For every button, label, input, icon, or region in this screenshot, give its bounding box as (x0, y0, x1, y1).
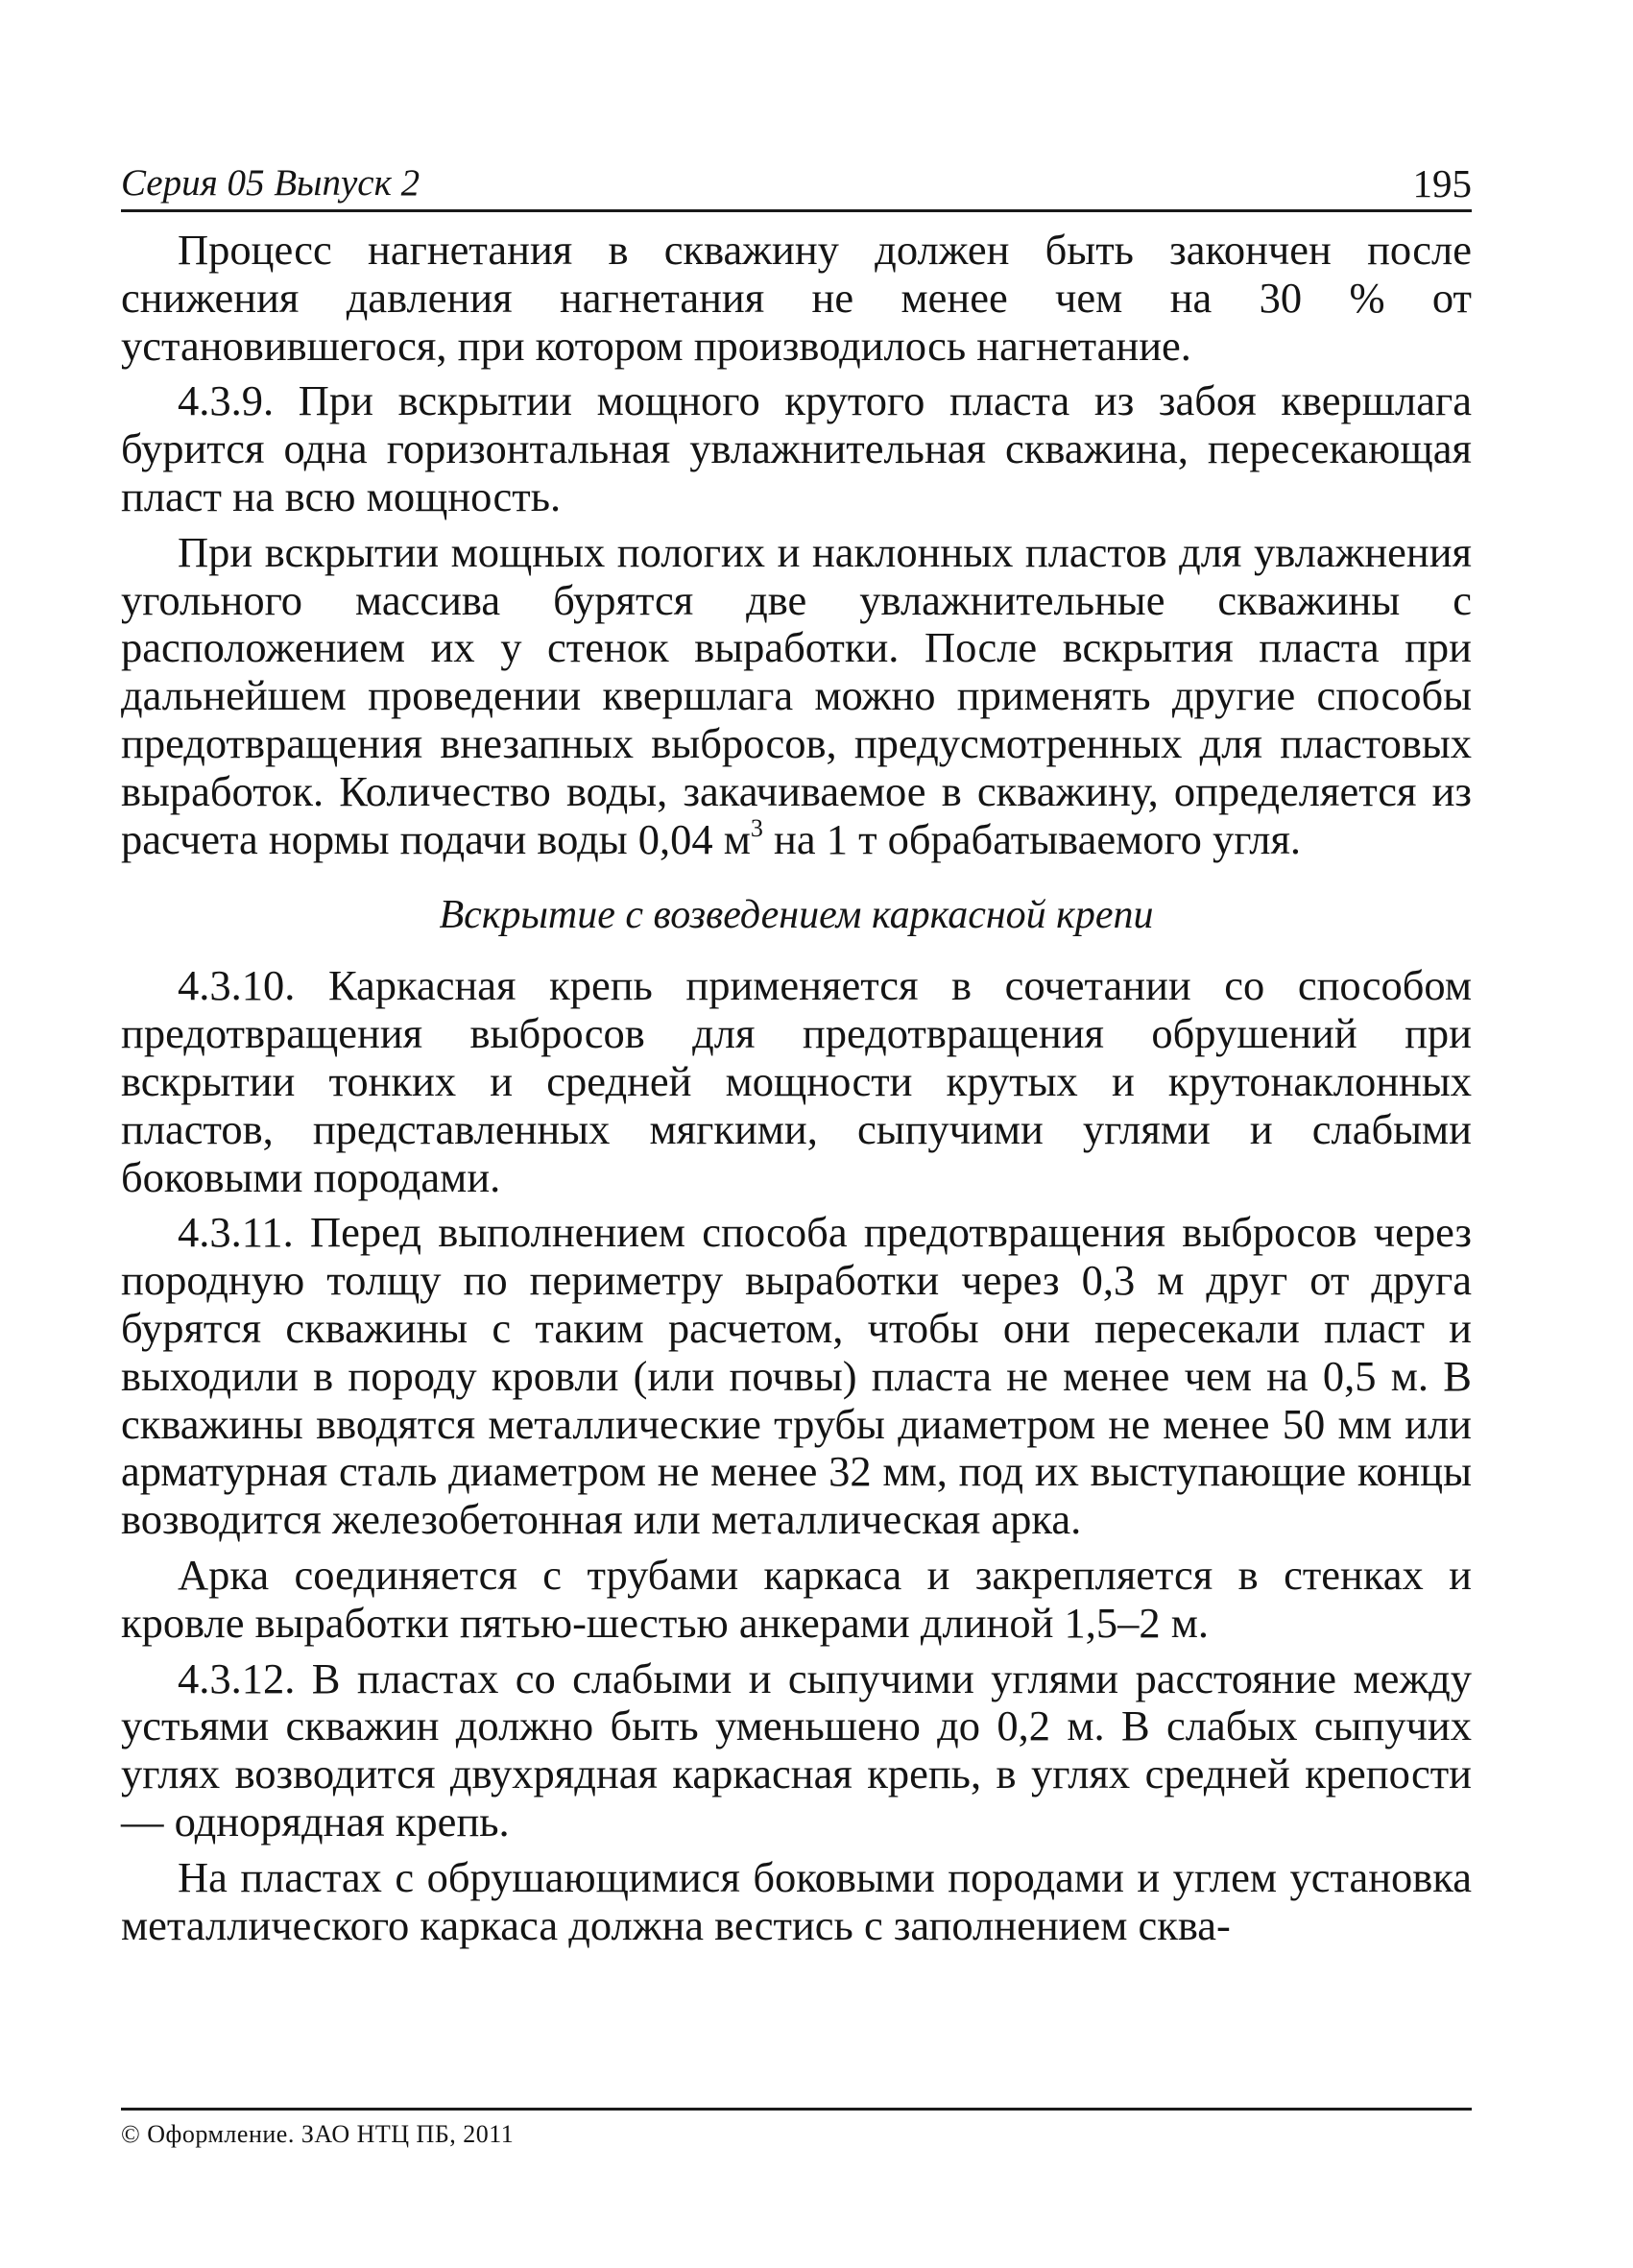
page-footer (121, 2108, 1472, 2151)
paragraph-gentle-seams (121, 529, 1472, 864)
paragraph-gentle-seams-end: на 1 т обрабатываемого угля. (762, 814, 1302, 863)
paragraph-injection-process: Процесс нагнетания в скважину должен быть закончен после снижения давления нагнетания не менее чем на 30 % от установившегося, при котором производилось нагнетание. (121, 226, 1472, 370)
section-heading: Вскрытие с возведением каркасной крепи (439, 893, 1154, 938)
paragraph-4-3-9: 4.3.9. При вскрытии мощного крутого пласта из забоя квершлага бурится одна горизонтальная увлажнительная скважина, пересекающая пласт на всю мощность. (121, 376, 1472, 520)
series-title: Серия 05 Выпуск 2 (121, 162, 420, 204)
paragraph-4-3-11: 4.3.11. Перед выполнением способа предотвращения выбросов через породную толщу по периметру выработки через 0,3 м друг от друга бурятся скважины с таким расчетом, чтобы они пересекали пласт и выходили в породу кровли (или почвы) пласта не менее чем на 0,5 м. В скважины вводятся металлические трубы диаметром не менее 50 мм или арматурная сталь диаметром не менее 32 мм, под их выступающие концы возводится железобетонная или металлическая арка. (121, 1208, 1472, 1544)
paragraph-gentle-seams-text: При вскрытии мощных пологих и наклонных пластов для увлажнения угольного массива бурятся две увлажнительные скважины с расположением их у стенок выработки. После вскрытия пласта при дальнейшем проведении квершлага можно применять другие способы предотвращения внезапных выбросов, предусмотренных для пластовых выработок. Количество воды, закачиваемое в скважину, определяется из расчета нормы подачи воды 0,04 м (121, 527, 1472, 863)
paragraph-collapsing-rocks: На пластах с обрушающимися боковыми породами и углем установка металлического каркаса должна вестись с заполнением сква- (121, 1852, 1472, 1949)
page-number: 195 (1412, 161, 1472, 205)
document-body (121, 227, 1472, 1949)
paragraph-4-3-10: 4.3.10. Каркасная крепь применяется в сочетании со способом предотвращения выбросов для предотвращения обрушений при вскрытии тонких и средней мощности крутых и крутонаклонных пластов, представленных мягкими, сыпучими углями и слабыми боковыми породами. (121, 961, 1472, 1201)
page-header (121, 154, 1472, 212)
paragraph-4-3-12: 4.3.12. В пластах со слабыми и сыпучими углями расстояние между устьями скважин должно быть уменьшено до 0,2 м. В слабых сыпучих углях возводится двухрядная каркасная крепь, в углях средней крепости — однорядная крепь. (121, 1653, 1472, 1846)
cubic-superscript: 3 (750, 813, 763, 842)
paragraph-arch: Арка соединяется с трубами каркаса и закрепляется в стенках и кровле выработки пятью-шестью анкерами длиной 1,5–2 м. (121, 1550, 1472, 1647)
copyright-notice: © Оформление. ЗАО НТЦ ПБ, 2011 (121, 2120, 515, 2148)
